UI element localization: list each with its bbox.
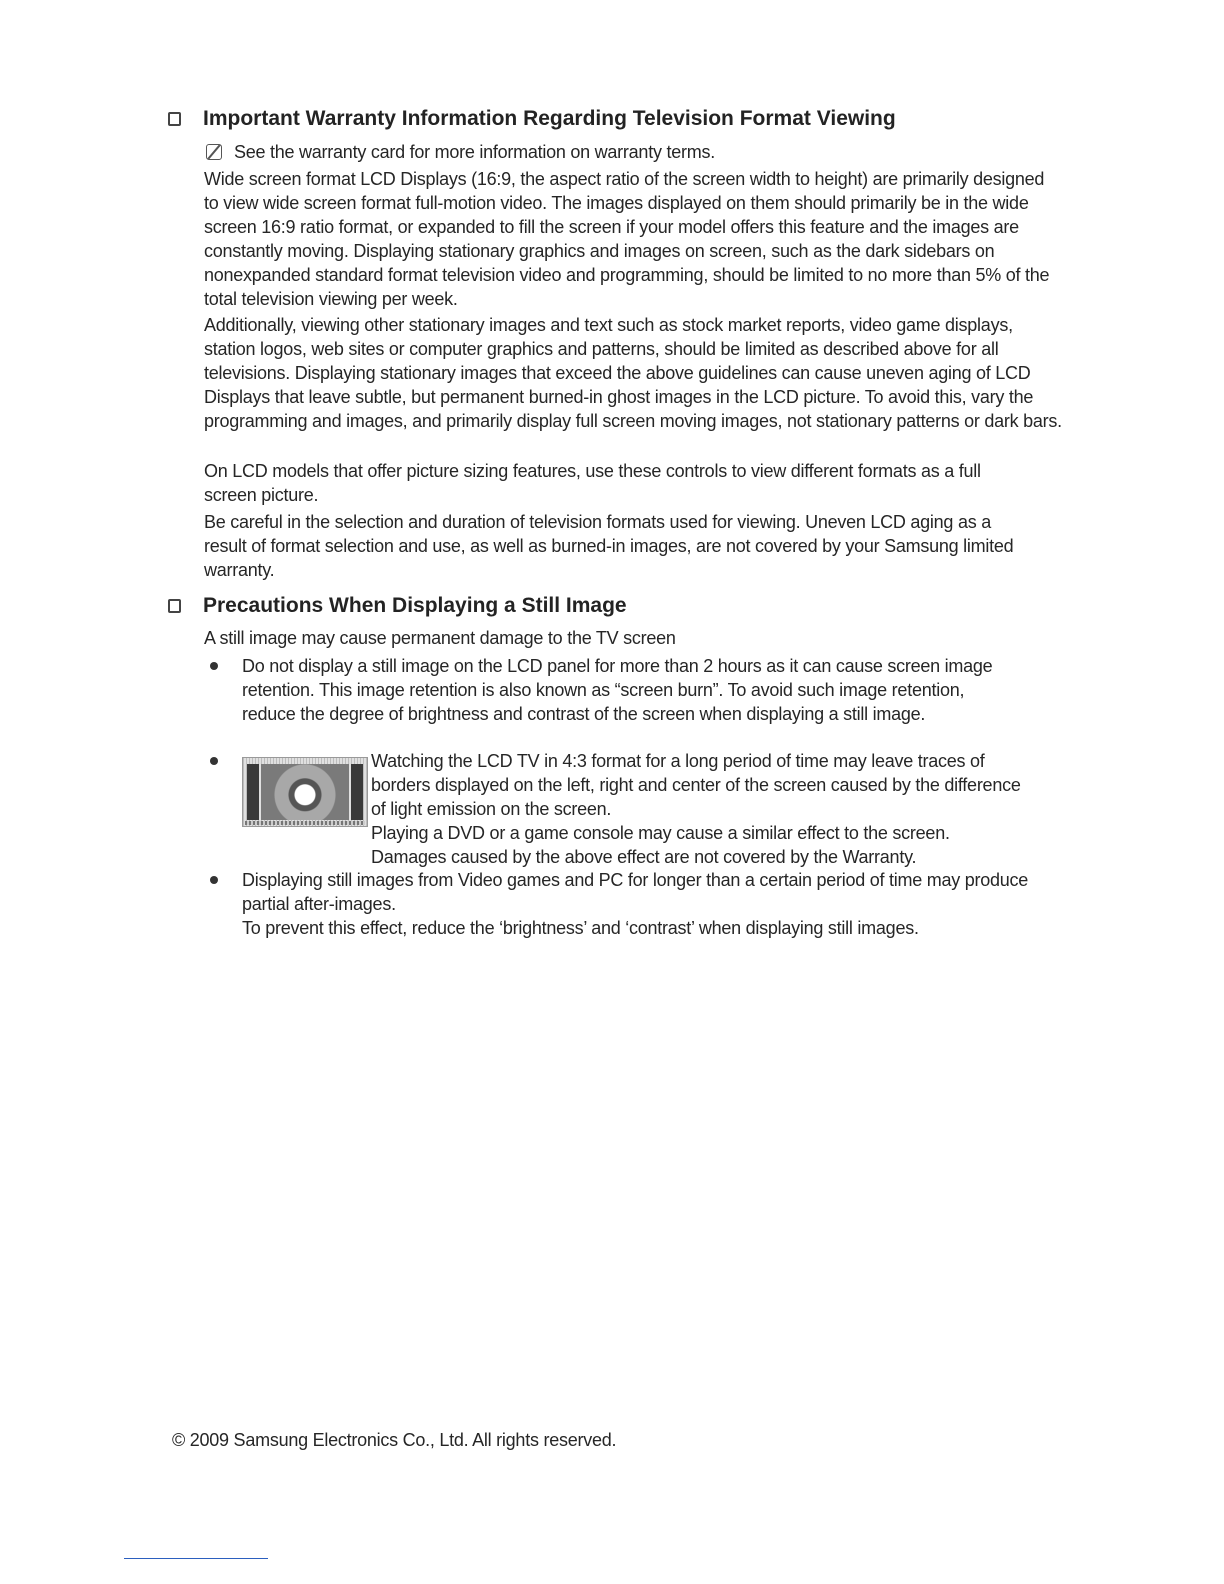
list-item-text: Damages caused by the above effect are not covered by the Warranty. <box>371 847 917 867</box>
paragraph: On LCD models that offer picture sizing features, use these controls to view different formats as a full screen picture. <box>204 461 981 505</box>
paragraph: Wide screen format LCD Displays (16:9, the aspect ratio of the screen width to height) are primarily designed to view wide screen format full-motion video. The images displayed on them should primarily be in the wide screen 16:9 ratio format, or expanded to fill the screen if your model offers this feature and the images are constantly moving. Displaying stationary graphics and images on screen, such as the dark sidebars on nonexpanded standard format television video and programming, should be limited to no more than 5% of the total television viewing per week. <box>204 169 1050 309</box>
list-item-text: Watching the LCD TV in 4:3 format for a long period of time may leave traces of borders displayed on the left, right and center of the screen caused by the difference of light emission on the screen. <box>371 751 1021 819</box>
copyright-footer: © 2009 Samsung Electronics Co., Ltd. All rights reserved. <box>172 1430 617 1450</box>
tv-right-border-bar <box>351 764 363 820</box>
section-intro: A still image may cause permanent damage to the TV screen <box>204 628 676 648</box>
list-item <box>204 654 1064 726</box>
list-item-text: To prevent this effect, reduce the ‘brightness’ and ‘contrast’ when displaying still images. <box>242 918 919 938</box>
tv-base <box>245 821 365 825</box>
tv-screen-image <box>261 764 349 820</box>
list-item-text: Do not display a still image on the LCD panel for more than 2 hours as it can cause screen image retention. This image retention is also known as “screen burn”. To avoid such image retention, reduce the degree of brightness and contrast of the screen when displaying a still image. <box>242 656 993 724</box>
list-item-text: Playing a DVD or a game console may cause a similar effect to the screen. <box>371 823 950 843</box>
section-title-text: Important Warranty Information Regarding Television Format Viewing <box>203 107 896 130</box>
bottom-divider <box>124 1558 268 1559</box>
checkbox-bullet-icon <box>168 112 181 126</box>
tv-4-3-format-illustration <box>242 757 368 827</box>
note-text: See the warranty card for more information on warranty terms. <box>234 142 715 162</box>
tv-left-border-bar <box>247 764 259 820</box>
bullet-icon <box>210 876 218 884</box>
paragraph: Be careful in the selection and duration of television formats used for viewing. Uneven LCD aging as a result of format selection and use, as well as burned-in images, are not covered by your Samsung limited warranty. <box>204 512 1014 580</box>
bullet-icon <box>210 662 218 670</box>
checkbox-bullet-icon <box>168 599 181 613</box>
bullet-icon <box>210 757 218 765</box>
note-icon <box>206 144 222 160</box>
list-item <box>204 868 1064 916</box>
list-item-text: Displaying still images from Video games and PC for longer than a certain period of time may produce partial after-images. <box>242 870 1029 914</box>
warranty-note <box>204 140 1064 164</box>
paragraph: Additionally, viewing other stationary images and text such as stock market reports, video game displays, station logos, web sites or computer graphics and patterns, should be limited as described above for all televisions. Displaying stationary images that exceed the above guidelines can cause uneven aging of LCD Displays that leave subtle, but permanent burned-in ghost images in the LCD picture. To avoid this, vary the programming and images, and primarily display full screen moving images, not stationary patterns or dark bars. <box>204 315 1062 431</box>
section-title-still-image <box>168 594 627 618</box>
section-title-warranty <box>168 107 896 131</box>
section-title-text: Precautions When Displaying a Still Image <box>203 594 627 617</box>
